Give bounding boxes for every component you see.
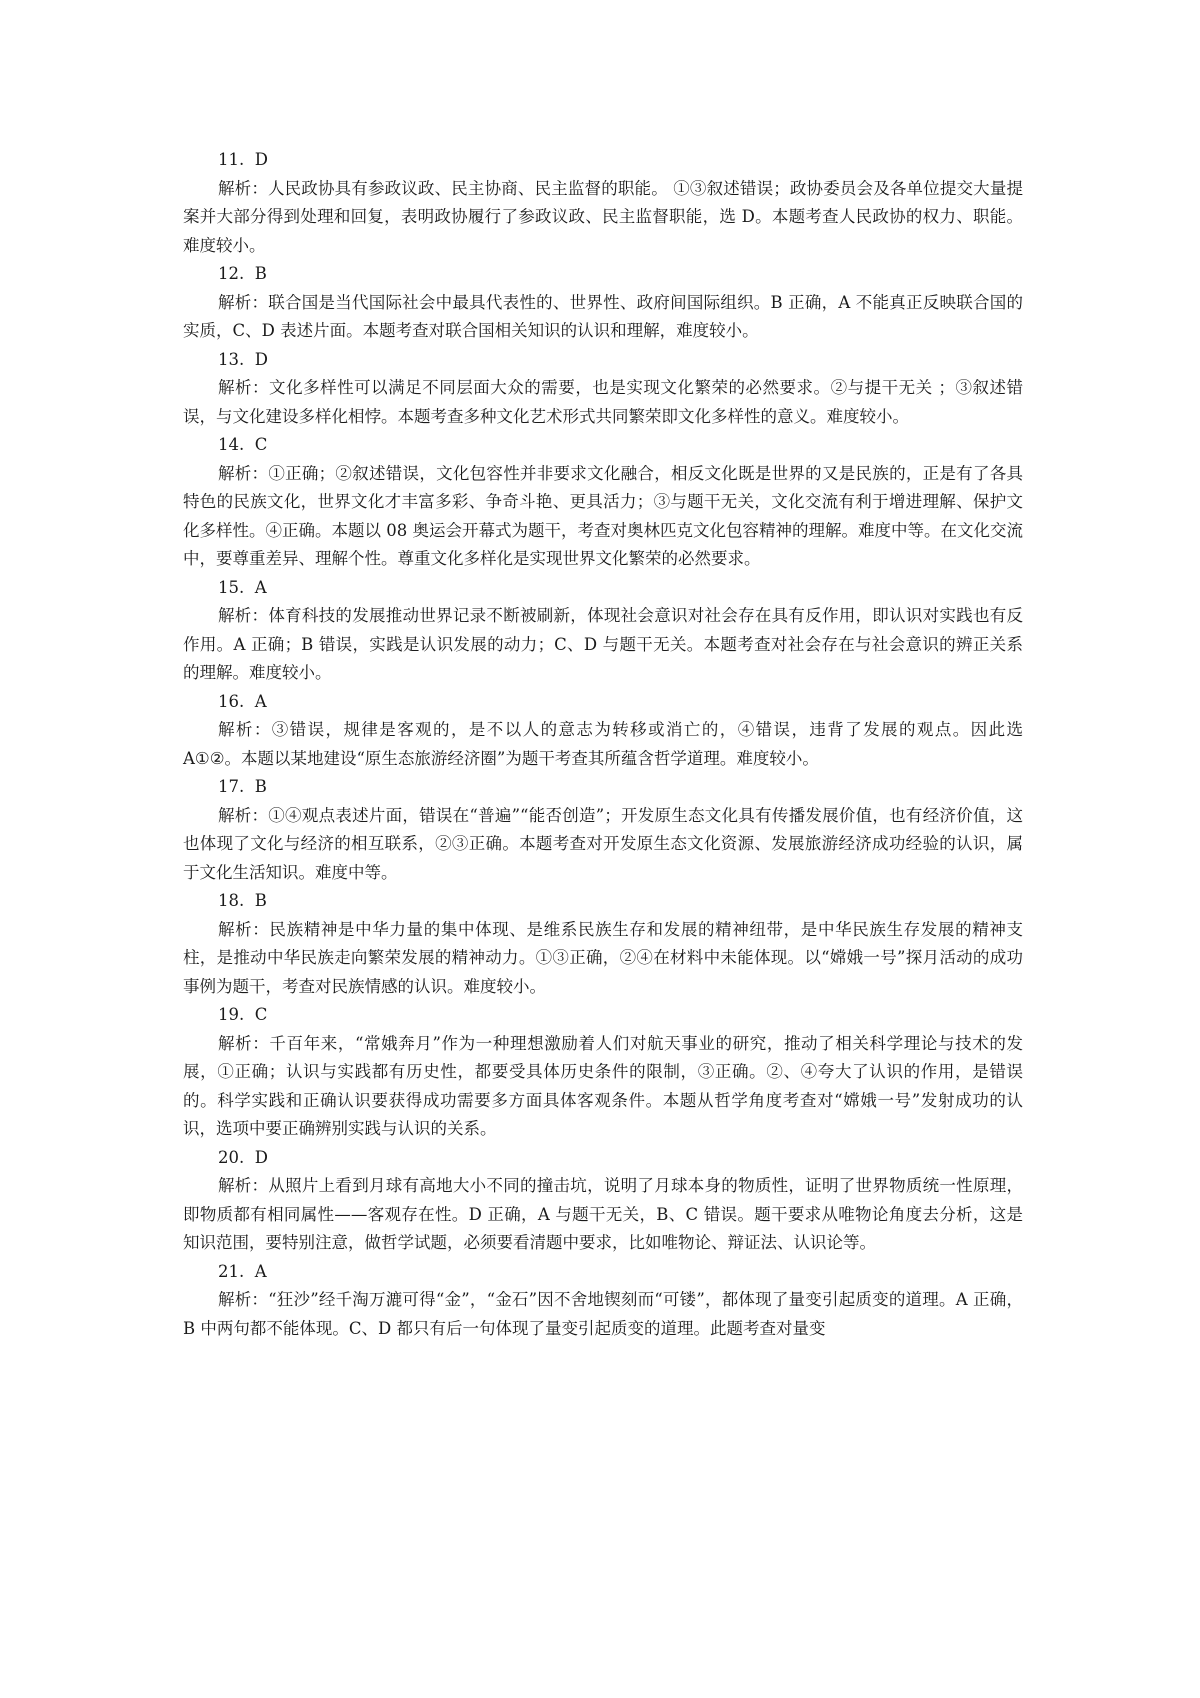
question-number-line (183, 688, 1023, 717)
question-number-line (183, 431, 1023, 460)
analysis-text: 解析：体育科技的发展推动世界记录不断被刷新，体现社会意识对社会存在具有反作用，即认识对实践也有反作用。A 正确；B 错误，实践是认识发展的动力；C、D 与题干无关。本题考查对社会存在与社会意识的辨正关系的理解。难度较小。 (183, 606, 1023, 682)
question-number: 18. (218, 891, 245, 910)
question-number-line (183, 146, 1023, 175)
question-number: 19. (218, 1005, 245, 1024)
question-number: 11. (218, 150, 245, 169)
answer-item-13 (183, 346, 1023, 432)
analysis-text: 解析：文化多样性可以满足不同层面大众的需要，也是实现文化繁荣的必然要求。②与提干无关 ；③叙述错误，与文化建设多样化相悖。本题考查多种文化艺术形式共同繁荣即文化多样性的意义。难度较小。 (183, 378, 1023, 426)
answer-item-19 (183, 1001, 1023, 1144)
answer-choice: B (254, 891, 267, 910)
analysis-text: 解析：从照片上看到月球有高地大小不同的撞击坑，说明了月球本身的物质性，证明了世界物质统一性原理，即物质都有相同属性——客观存在性。D 正确，A 与题干无关，B、C 错误。题干要求从唯物论角度去分析，这是知识范围，要特别注意，做哲学试题，必须要看清题中要求，比如唯物论、辩证法、认识论等。 (183, 1176, 1023, 1252)
question-number-line (183, 1001, 1023, 1030)
answer-choice: A (254, 691, 267, 711)
question-number: 15. (218, 577, 245, 597)
question-number-line (183, 1144, 1023, 1173)
answer-choice: A (254, 577, 267, 597)
answer-item-14 (183, 431, 1023, 574)
answer-choice: B (254, 777, 267, 796)
analysis-text: 解析：①正确；②叙述错误，文化包容性并非要求文化融合，相反文化既是世界的又是民族的，正是有了各具特色的民族文化，世界文化才丰富多彩、争奇斗艳、更具活力；③与题干无关，文化交流有利于增进理解、保护文化多样性。④正确。本题以 08 奥运会开幕式为题干，考查对奥林匹克文化包容精神的理解。难度中等。在文化交流中，要尊重差异、理解个性。尊重文化多样化是实现世界文化繁荣的必然要求。 (183, 463, 1023, 568)
analysis-text: 解析：联合国是当代国际社会中最具代表性的、世界性、政府间国际组织。B 正确，A 不能真正反映联合国的实质，C、D 表述片面。本题考查对联合国相关知识的认识和理解，难度较小。 (183, 292, 1023, 340)
answer-choice: D (254, 150, 268, 169)
question-number: 16. (218, 691, 245, 711)
question-number-line (183, 574, 1023, 603)
answer-key-page (183, 146, 1023, 1343)
question-number: 14. (218, 435, 245, 454)
question-number: 12. (218, 264, 245, 283)
analysis-text: 解析：民族精神是中华力量的集中体现、是维系民族生存和发展的精神纽带，是中华民族生存发展的精神支柱，是推动中华民族走向繁荣发展的精神动力。①③正确，②④在材料中未能体现。以“嫦娥一号”探月活动的成功事例为题干，考查对民族情感的认识。难度较小。 (183, 919, 1023, 996)
question-number-line (183, 773, 1023, 802)
question-number-line (183, 1258, 1023, 1287)
answer-item-15 (183, 574, 1023, 688)
answer-item-18 (183, 887, 1023, 1001)
analysis-text: 解析：①④观点表述片面，错误在“普遍”“能否创造”；开发原生态文化具有传播发展价值，也有经济价值，这也体现了文化与经济的相互联系，②③正确。本题考查对开发原生态文化资源、发展旅游经济成功经验的认识，属于文化生活知识。难度中等。 (183, 805, 1023, 882)
question-number: 17. (218, 777, 245, 796)
answer-choice: D (254, 349, 268, 369)
answer-choice: D (254, 1147, 268, 1167)
answer-choice: A (254, 1261, 267, 1281)
answer-item-21 (183, 1258, 1023, 1344)
question-number: 21. (218, 1261, 245, 1281)
question-number: 13. (218, 349, 245, 369)
analysis-text: 解析：人民政协具有参政议政、民主协商、民主监督的职能。 ①③叙述错误；政协委员会及各单位提交大量提案并大部分得到处理和回复，表明政协履行了参政议政、民主监督职能，选 D。本题考查人民政协的权力、职能。难度较小。 (183, 178, 1023, 255)
answer-item-20 (183, 1144, 1023, 1258)
answer-choice: B (254, 264, 267, 283)
answer-item-17 (183, 773, 1023, 887)
analysis-text: 解析：“狂沙”经千淘万漉可得“金”，“金石”因不舍地锲刻而“可镂”，都体现了量变引起质变的道理。A 正确，B 中两句都不能体现。C、D 都只有后一句体现了量变引起质变的道理。此题考查对量变 (183, 1290, 1023, 1338)
question-number-line (183, 260, 1023, 289)
answer-item-12 (183, 260, 1023, 346)
analysis-text: 解析：千百年来，“常娥奔月”作为一种理想激励着人们对航天事业的研究，推动了相关科学理论与技术的发展，①正确；认识与实践都有历史性，都要受具体历史条件的限制，③正确。②、④夸大了认识的作用，是错误的。科学实践和正确认识要获得成功需要多方面具体客观条件。本题从哲学角度考查对“嫦娥一号”发射成功的认识，选项中要正确辨别实践与认识的关系。 (183, 1033, 1023, 1138)
answer-choice: C (254, 1005, 268, 1024)
question-number-line (183, 887, 1023, 916)
analysis-text: 解析：③错误，规律是客观的，是不以人的意志为转移或消亡的，④错误，违背了发展的观点。因此选 A①②。本题以某地建设“原生态旅游经济圈”为题干考查其所蕴含哲学道理。难度较小。 (183, 720, 1023, 768)
question-number-line (183, 346, 1023, 375)
question-number: 20. (218, 1147, 245, 1167)
answer-item-16 (183, 688, 1023, 774)
answer-item-11 (183, 146, 1023, 260)
answer-choice: C (254, 435, 268, 454)
